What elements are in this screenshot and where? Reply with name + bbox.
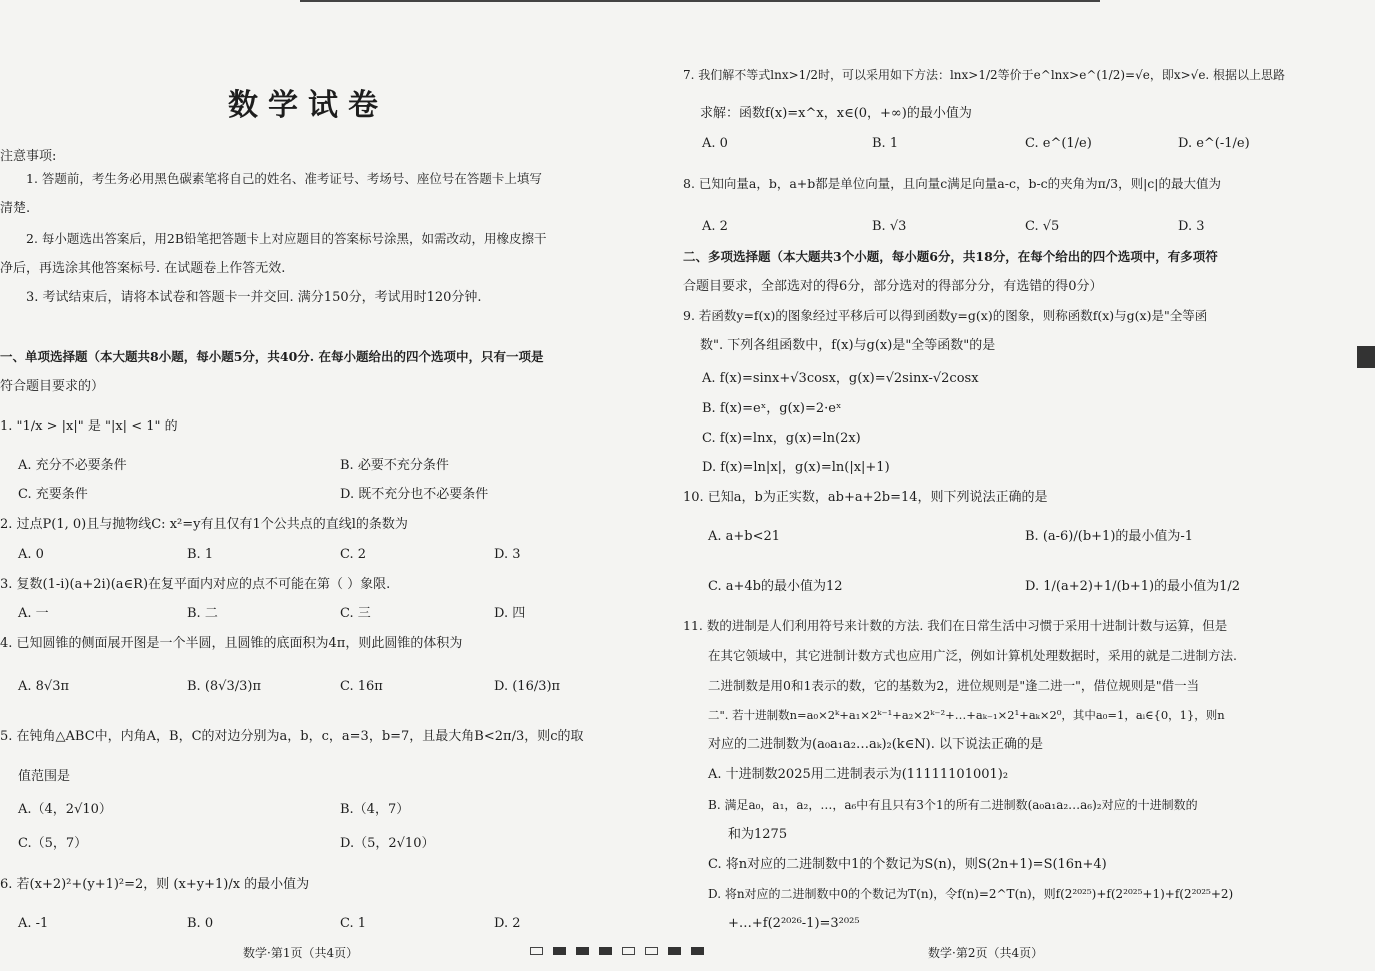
q4-option-b[interactable]: B. (8√3/3)π [187,679,261,694]
q3-option-d[interactable]: D. 四 [494,606,526,621]
q11-option-b[interactable]: B. 满足a₀，a₁，a₂，…，a₆中有且只有3个1的所有二进制数(a₀a₁a₂…a₆)₂对应的十进制数的 [708,798,1198,812]
q3-stem: 3. 复数(1-i)(a+2i)(a∈R)在复平面内对应的点不可能在第（ ）象限. [0,577,391,592]
q5-option-a[interactable]: A.（4，2√10） [18,802,112,817]
q8-option-c[interactable]: C. √5 [1025,219,1060,234]
q11-stem-line5: 对应的二进制数为(a₀a₁a₂…aₖ)₂(k∈N). 以下说法正确的是 [708,737,1044,752]
q9-stem-cont: 数". 下列各组函数中，f(x)与g(x)是"全等函数"的是 [700,338,996,353]
q10-option-c[interactable]: C. a+4b的最小值为12 [708,579,843,594]
q2-option-d[interactable]: D. 3 [494,547,521,562]
mark-empty [530,947,543,955]
q1-option-c[interactable]: C. 充要条件 [18,487,88,502]
q3-option-c[interactable]: C. 三 [340,606,371,621]
q11-stem-line1: 11. 数的进制是人们利用符号来计数的方法. 我们在日常生活中习惯于采用十进制计数与运算，但是 [683,618,1228,633]
q9-option-d[interactable]: D. f(x)=ln|x|，g(x)=ln(|x|+1) [702,460,890,475]
q8-stem: 8. 已知向量a，b，a+b都是单位向量，且向量c满足向量a-c，b-c的夹角为π/3，则|c|的最大值为 [683,176,1221,191]
q4-option-d[interactable]: D. (16/3)π [494,679,561,694]
q2-option-c[interactable]: C. 2 [340,547,367,562]
q1-option-b[interactable]: B. 必要不充分条件 [340,458,449,473]
notice-item-2: 2. 每小题选出答案后，用2B铅笔把答题卡上对应题目的答案标号涂黑，如需改动，用橡皮擦干 [26,231,547,246]
q8-option-d[interactable]: D. 3 [1178,219,1205,234]
q2-stem: 2. 过点P(1, 0)且与抛物线C: x²=y有且仅有1个公共点的直线l的条数为 [0,517,408,532]
q6-stem: 6. 若(x+2)²+(y+1)²=2，则 (x+y+1)/x 的最小值为 [0,877,310,892]
notice-item-1: 1. 答题前，考生务必用黑色碳素笔将自己的姓名、准考证号、考场号、座位号在答题卡上填写 [26,171,542,186]
q10-option-d[interactable]: D. 1/(a+2)+1/(b+1)的最小值为1/2 [1025,579,1241,594]
section2-heading: 二、多项选择题（本大题共3个小题，每小题6分，共18分，在每个给出的四个选项中，有多项符 [683,249,1218,264]
q1-option-a[interactable]: A. 充分不必要条件 [18,458,127,473]
mark-filled [576,947,589,955]
q5-stem: 5. 在钝角△ABC中，内角A，B，C的对边分别为a，b，c，a=3，b=7，且最大角B<2π/3，则c的取 [0,729,584,744]
q10-option-a[interactable]: A. a+b<21 [708,529,781,544]
q11-option-a[interactable]: A. 十进制数2025用二进制表示为(11111101001)₂ [708,767,1009,782]
q11-stem-line3: 二进制数是用0和1表示的数，它的基数为2，进位规则是"逢二进一"，借位规则是"借一当 [708,678,1200,693]
q8-option-b[interactable]: B. √3 [872,219,907,234]
q9-option-b[interactable]: B. f(x)=eˣ，g(x)=2·eˣ [702,401,842,416]
footer-page-1: 数学·第1页（共4页） [243,946,359,960]
q11-option-c[interactable]: C. 将n对应的二进制数中1的个数记为S(n)，则S(2n+1)=S(16n+4) [708,857,1107,872]
q2-option-b[interactable]: B. 1 [187,547,214,562]
q3-option-b[interactable]: B. 二 [187,606,218,621]
q6-option-a[interactable]: A. -1 [18,916,49,931]
q6-option-d[interactable]: D. 2 [494,916,521,931]
q4-stem: 4. 已知圆锥的侧面展开图是一个半圆，且圆锥的底面积为4π，则此圆锥的体积为 [0,636,463,651]
q4-option-c[interactable]: C. 16π [340,679,383,694]
section2-heading-cont: 合题目要求，全部选对的得6分，部分选对的得部分分，有选错的得0分） [683,279,1103,294]
notice-heading: 注意事项: [0,149,57,164]
mark-filled [599,947,612,955]
q11-option-b-cont: 和为1275 [728,827,788,842]
registration-marks [530,947,704,955]
q5-stem-cont: 值范围是 [18,769,71,784]
q2-option-a[interactable]: A. 0 [18,547,44,562]
q1-stem: 1. "1/x > |x|" 是 "|x| < 1" 的 [0,419,178,434]
q9-option-c[interactable]: C. f(x)=lnx，g(x)=ln(2x) [702,431,861,446]
mark-empty [622,947,635,955]
q7-option-d[interactable]: D. e^(-1/e) [1178,136,1250,151]
q6-option-b[interactable]: B. 0 [187,916,214,931]
notice-item-3: 3. 考试结束后，请将本试卷和答题卡一并交回. 满分150分，考试用时120分钟. [26,290,482,305]
mark-empty [645,947,658,955]
q7-option-c[interactable]: C. e^(1/e) [1025,136,1092,151]
page-edge-tab [1357,346,1375,368]
q11-option-d[interactable]: D. 将n对应的二进制数中0的个数记为T(n)，令f(n)=2^T(n)，则f(2²⁰²⁵)+f(2²⁰²⁵+1)+f(2²⁰²⁵+2) [708,887,1234,901]
q11-stem-line2: 在其它领域中，其它进制计数方式也应用广泛，例如计算机处理数据时，采用的就是二进制方法. [708,648,1237,663]
q7-option-a[interactable]: A. 0 [702,136,728,151]
q5-option-d[interactable]: D.（5，2√10） [340,836,435,851]
page-left [0,0,640,971]
q11-option-d-cont: +…+f(2²⁰²⁶-1)=3²⁰²⁵ [728,916,860,931]
q11-stem-line4: 二". 若十进制数n=a₀×2ᵏ+a₁×2ᵏ⁻¹+a₂×2ᵏ⁻²+…+aₖ₋₁×2¹+aₖ×2⁰，其中a₀=1，aᵢ∈{0，1}，则n [708,708,1225,722]
q5-option-c[interactable]: C.（5，7） [18,836,88,851]
notice-item-1-cont: 清楚. [0,201,31,216]
q7-option-b[interactable]: B. 1 [872,136,899,151]
q5-option-b[interactable]: B.（4，7） [340,802,410,817]
footer-page-2: 数学·第2页（共4页） [928,946,1044,960]
mark-filled [553,947,566,955]
q8-option-a[interactable]: A. 2 [702,219,728,234]
q7-stem-cont: 求解：函数f(x)=x^x，x∈(0，+∞)的最小值为 [700,106,972,121]
q7-stem: 7. 我们解不等式lnx>1/2时，可以采用如下方法：lnx>1/2等价于e^lnx>e^(1/2)=√e，即x>√e. 根据以上思路 [683,68,1286,82]
q9-option-a[interactable]: A. f(x)=sinx+√3cosx，g(x)=√2sinx-√2cosx [702,371,979,386]
page-right [680,0,1320,971]
section1-heading-cont: 符合题目要求的） [0,379,105,394]
q9-stem: 9. 若函数y=f(x)的图象经过平移后可以得到函数y=g(x)的图象，则称函数f(x)与g(x)是"全等函 [683,308,1208,323]
q10-option-b[interactable]: B. (a-6)/(b+1)的最小值为-1 [1025,529,1194,544]
q1-option-d[interactable]: D. 既不充分也不必要条件 [340,487,489,502]
q3-option-a[interactable]: A. 一 [18,606,49,621]
exam-title: 数学试卷 [228,88,388,123]
q4-option-a[interactable]: A. 8√3π [18,679,70,694]
section1-heading: 一、单项选择题（本大题共8小题，每小题5分，共40分. 在每小题给出的四个选项中，只有一项是 [0,349,544,364]
q10-stem: 10. 已知a，b为正实数，ab+a+2b=14，则下列说法正确的是 [683,490,1048,505]
q6-option-c[interactable]: C. 1 [340,916,367,931]
notice-item-2-cont: 净后，再选涂其他答案标号. 在试题卷上作答无效. [0,261,286,276]
